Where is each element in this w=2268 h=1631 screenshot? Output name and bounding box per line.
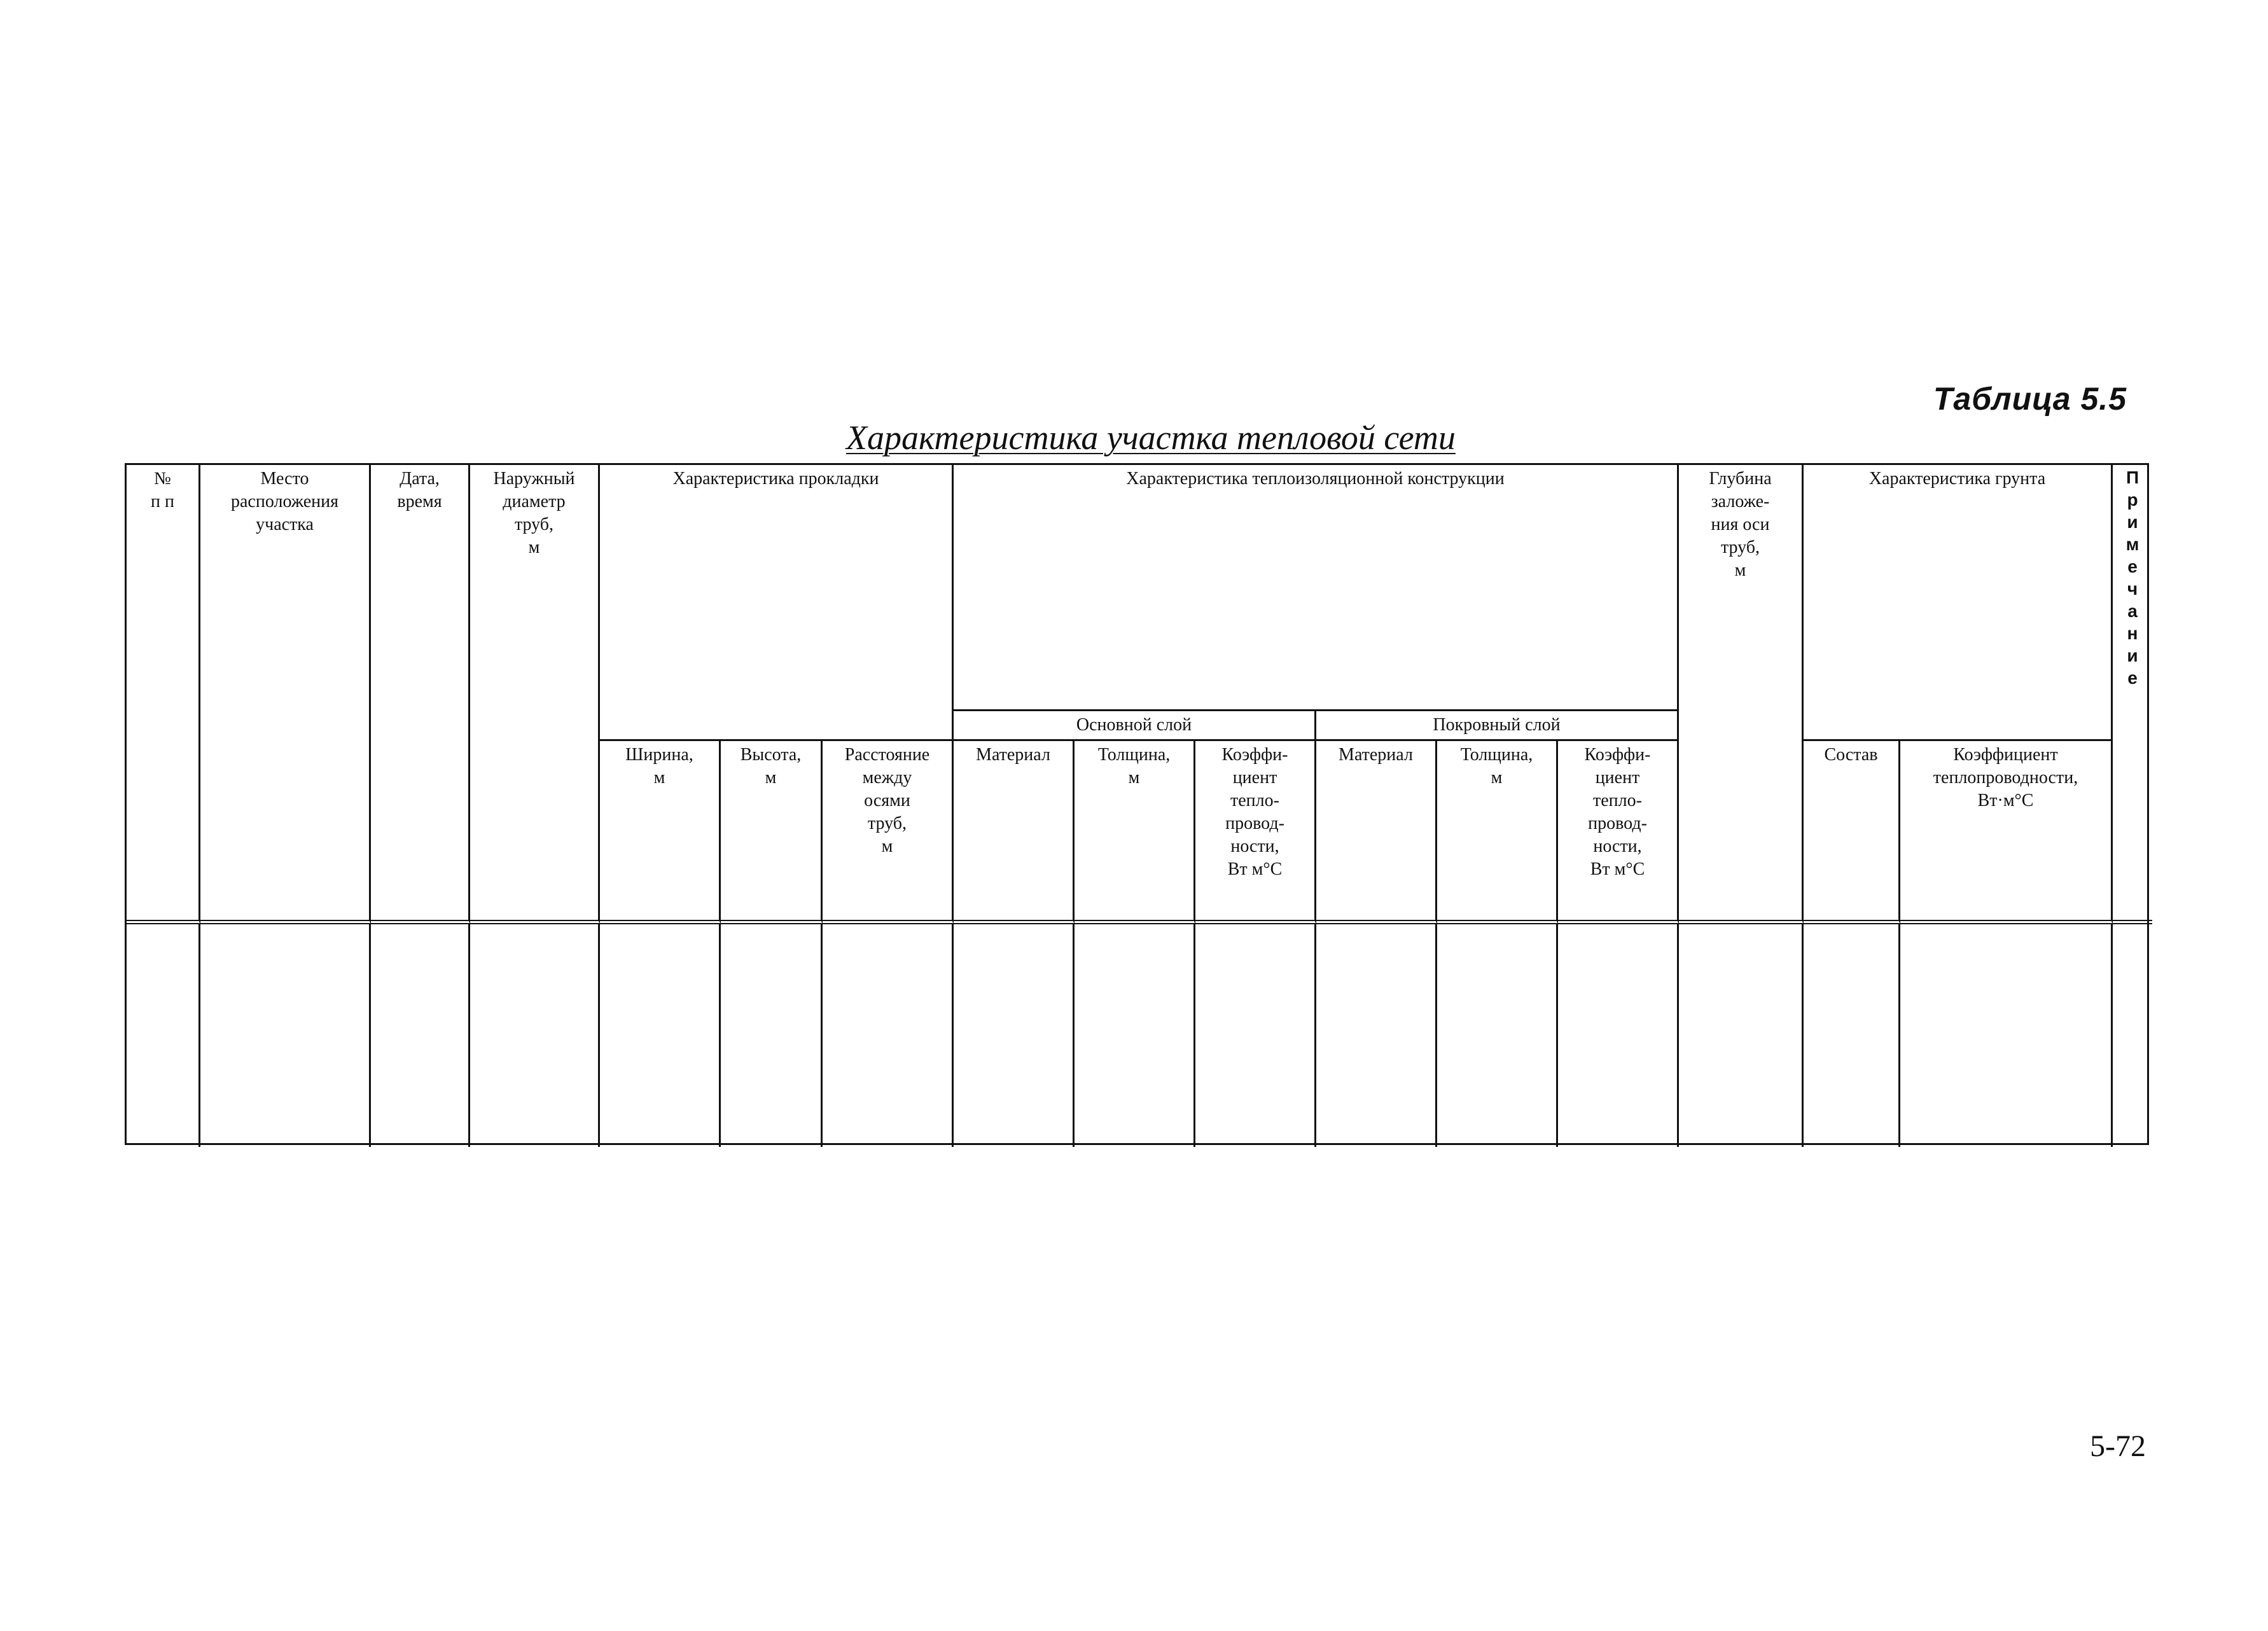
header-datetime: Дата, время <box>371 465 470 924</box>
body-cell <box>1558 924 1679 1147</box>
header-outer-diameter: Наружный диаметр труб, м <box>470 465 600 924</box>
body-cell <box>1195 924 1316 1147</box>
body-cell <box>2113 924 2152 1147</box>
header-height: Высота, м <box>721 741 823 924</box>
body-cell <box>470 924 600 1147</box>
header-main-coef: Коэффи- циент тепло- провод- ности, Вт м°С <box>1195 741 1316 924</box>
body-cell <box>200 924 371 1147</box>
header-main-material: Материал <box>954 741 1075 924</box>
header-soil-coef: Коэффициент теплопроводности, Вт·м°С <box>1900 741 2113 924</box>
header-main-thickness: Толщина, м <box>1075 741 1195 924</box>
header-insulation: Характеристика теплоизоляционной конструкции <box>954 465 1679 711</box>
header-depth: Глубина заложе- ния оси труб, м <box>1679 465 1804 924</box>
body-cell <box>1679 924 1804 1147</box>
table-title: Характеристика участка тепловой сети <box>846 419 1456 457</box>
body-cell <box>127 924 200 1147</box>
header-soil: Характеристика грунта <box>1804 465 2113 741</box>
body-cell <box>600 924 721 1147</box>
header-note: П р и м е ч а н и е <box>2113 465 2152 924</box>
header-cover-material: Материал <box>1316 741 1437 924</box>
header-location: Место расположения участка <box>200 465 371 924</box>
page-number: 5-72 <box>2090 1429 2146 1463</box>
body-cell <box>954 924 1075 1147</box>
header-width: Ширина, м <box>600 741 721 924</box>
body-cell <box>1804 924 1900 1147</box>
header-pipe-distance: Расстояние между осями труб, м <box>823 741 954 924</box>
header-soil-composition: Состав <box>1804 741 1900 924</box>
header-main-layer: Основной слой <box>954 711 1316 741</box>
body-cell <box>1075 924 1195 1147</box>
header-cover-coef: Коэффи- циент тепло- провод- ности, Вт м°С <box>1558 741 1679 924</box>
table-label: Таблица 5.5 <box>1933 381 2127 417</box>
body-cell <box>1900 924 2113 1147</box>
header-cover-layer: Покровный слой <box>1316 711 1679 741</box>
header-laying: Характеристика прокладки <box>600 465 954 741</box>
body-cell <box>1437 924 1558 1147</box>
body-cell <box>721 924 823 1147</box>
header-cover-thickness: Толщина, м <box>1437 741 1558 924</box>
heat-network-section-table <box>125 463 2149 1145</box>
header-num: № п п <box>127 465 200 924</box>
body-cell <box>823 924 954 1147</box>
body-cell <box>371 924 470 1147</box>
body-cell <box>1316 924 1437 1147</box>
